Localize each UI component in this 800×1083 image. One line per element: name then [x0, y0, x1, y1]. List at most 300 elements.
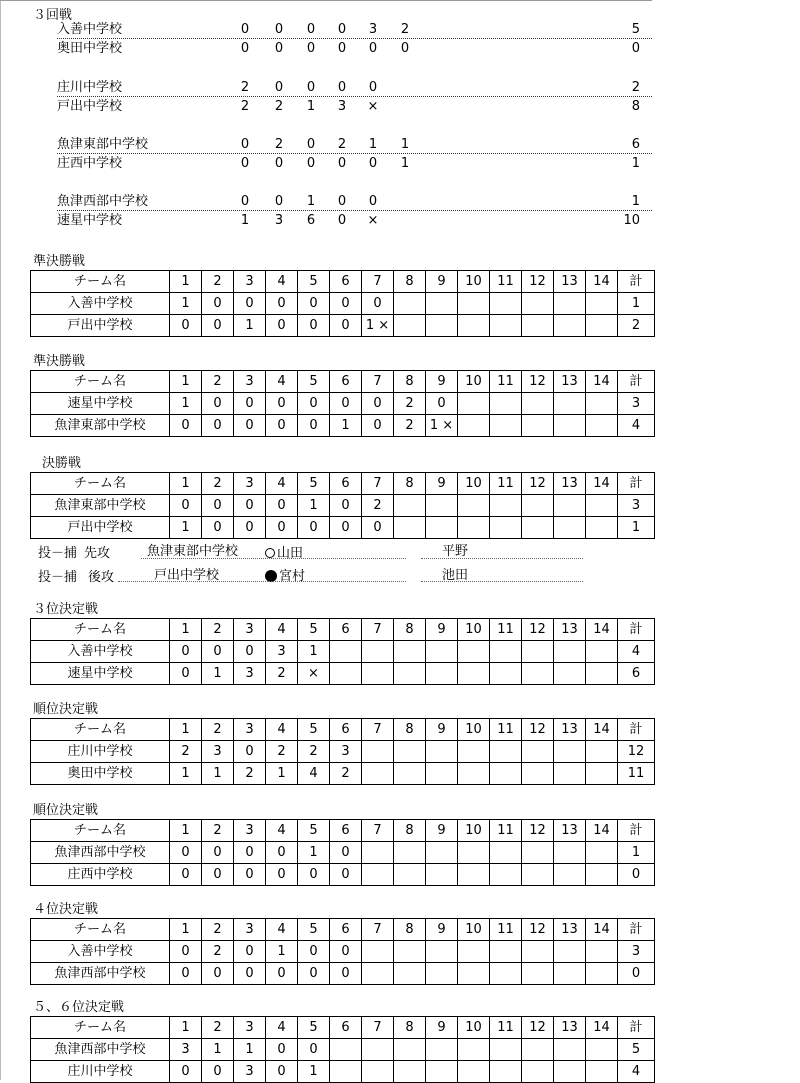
team-name: 庄西中学校 — [31, 864, 170, 886]
header-inning: 1 — [170, 473, 202, 495]
inning-score: 0 — [306, 156, 316, 171]
inning-score: 0 — [240, 22, 250, 37]
inning-score — [490, 864, 522, 886]
inning-score — [586, 495, 618, 517]
header-inning: 3 — [234, 271, 266, 293]
inning-score — [522, 1039, 554, 1061]
total-score: 1 — [631, 194, 640, 209]
header-inning: 12 — [522, 919, 554, 941]
inning-score: 0 — [306, 80, 316, 95]
header-inning: 12 — [522, 719, 554, 741]
score-table — [30, 918, 655, 985]
header-inning: 10 — [458, 271, 490, 293]
inning-score — [362, 842, 394, 864]
header-inning: 3 — [234, 619, 266, 641]
inning-score: 0 — [170, 1061, 202, 1083]
inning-score: × — [367, 213, 379, 228]
inning-score: 0 — [202, 641, 234, 663]
inning-score — [522, 393, 554, 415]
round3-row — [57, 136, 652, 154]
header-inning: 1 — [170, 619, 202, 641]
header-inning: 13 — [554, 473, 586, 495]
inning-score: 0 — [170, 415, 202, 437]
inning-score: 0 — [330, 941, 362, 963]
inning-score: 0 — [368, 41, 378, 56]
inning-score: 0 — [362, 415, 394, 437]
score-table — [30, 718, 655, 785]
table-header-row — [31, 919, 655, 941]
header-team-label: チーム名 — [31, 1017, 170, 1039]
table-row — [31, 517, 655, 539]
header-inning: 5 — [298, 371, 330, 393]
inning-score: 0 — [298, 393, 330, 415]
header-inning: 2 — [202, 619, 234, 641]
inning-score: 2 — [170, 741, 202, 763]
inning-score — [362, 941, 394, 963]
team-name: 魚津西部中学校 — [31, 1039, 170, 1061]
battery-first-team: 魚津東部中学校 — [147, 544, 239, 559]
round3-row — [57, 40, 652, 58]
score-table — [30, 270, 655, 337]
header-inning: 14 — [586, 820, 618, 842]
header-inning: 6 — [330, 371, 362, 393]
header-inning: 6 — [330, 271, 362, 293]
inning-score — [554, 963, 586, 985]
inning-score: 0 — [234, 415, 266, 437]
header-inning: 4 — [266, 271, 298, 293]
inning-score: 0 — [274, 41, 284, 56]
header-total-label: 計 — [618, 719, 655, 741]
inning-score: 0 — [330, 842, 362, 864]
header-inning: 5 — [298, 719, 330, 741]
table-header-row — [31, 719, 655, 741]
header-inning: 2 — [202, 271, 234, 293]
inning-score — [522, 842, 554, 864]
header-inning: 11 — [490, 820, 522, 842]
inning-score — [554, 663, 586, 685]
inning-score: 0 — [266, 842, 298, 864]
battery-second-team: 戸出中学校 — [154, 568, 220, 583]
inning-score: 1 — [202, 663, 234, 685]
inning-score: 0 — [337, 156, 347, 171]
inning-score — [490, 941, 522, 963]
inning-score: 0 — [202, 963, 234, 985]
total-score: 2 — [631, 80, 640, 95]
header-inning: 3 — [234, 473, 266, 495]
inning-score: 1 — [234, 1039, 266, 1061]
total-score: 1 — [631, 156, 640, 171]
section-title: ５、６位決定戦 — [33, 1000, 125, 1015]
inning-score — [554, 1061, 586, 1083]
inning-score: 0 — [266, 963, 298, 985]
header-inning: 14 — [586, 371, 618, 393]
header-inning: 4 — [266, 619, 298, 641]
header-inning: 4 — [266, 919, 298, 941]
inning-score: 0 — [240, 137, 250, 152]
inning-score: 0 — [170, 941, 202, 963]
total-score: 4 — [618, 415, 655, 437]
inning-score — [586, 663, 618, 685]
inning-score: 6 — [306, 213, 316, 228]
inning-score: 2 — [298, 741, 330, 763]
inning-score: 0 — [306, 22, 316, 37]
inning-score — [426, 864, 458, 886]
inning-score — [394, 963, 426, 985]
total-score: 11 — [618, 763, 655, 785]
inning-score: 0 — [234, 517, 266, 539]
inning-score — [458, 393, 490, 415]
header-inning: 5 — [298, 473, 330, 495]
header-inning: 5 — [298, 1017, 330, 1039]
header-inning: 11 — [490, 371, 522, 393]
header-inning: 5 — [298, 271, 330, 293]
inning-score: 0 — [298, 415, 330, 437]
header-inning: 14 — [586, 271, 618, 293]
inning-score: 1 — [170, 517, 202, 539]
inning-score — [458, 963, 490, 985]
header-team-label: チーム名 — [31, 473, 170, 495]
inning-score: 1 — [202, 763, 234, 785]
inning-score: 0 — [266, 495, 298, 517]
inning-score: 3 — [274, 213, 284, 228]
inning-score: 1 — [298, 842, 330, 864]
inning-score — [426, 1061, 458, 1083]
inning-score — [458, 763, 490, 785]
team-name: 入善中学校 — [31, 641, 170, 663]
section-title: 準決勝戦 — [33, 354, 86, 369]
inning-score — [554, 641, 586, 663]
inning-score — [330, 663, 362, 685]
inning-score — [554, 293, 586, 315]
header-inning: 7 — [362, 820, 394, 842]
inning-score — [426, 941, 458, 963]
inning-score — [522, 963, 554, 985]
page-top-border — [0, 0, 652, 1]
inning-score — [394, 941, 426, 963]
total-score: 3 — [618, 495, 655, 517]
header-inning: 6 — [330, 619, 362, 641]
total-score: 5 — [618, 1039, 655, 1061]
inning-score: 0 — [234, 741, 266, 763]
header-inning: 11 — [490, 919, 522, 941]
header-inning: 2 — [202, 473, 234, 495]
inning-score: 0 — [337, 194, 347, 209]
table-header-row — [31, 619, 655, 641]
total-score: 6 — [618, 663, 655, 685]
header-total-label: 計 — [618, 473, 655, 495]
inning-score: 1 — [170, 393, 202, 415]
header-inning: 12 — [522, 473, 554, 495]
total-score: 8 — [631, 99, 640, 114]
table-row — [31, 1039, 655, 1061]
inning-score — [586, 763, 618, 785]
inning-score: 0 — [330, 315, 362, 337]
inning-score: 0 — [202, 315, 234, 337]
battery-first-side: 先攻 — [84, 546, 111, 561]
inning-score: 2 — [202, 941, 234, 963]
inning-score: 3 — [202, 741, 234, 763]
inning-score — [586, 864, 618, 886]
inning-score — [522, 763, 554, 785]
header-inning: 8 — [394, 820, 426, 842]
inning-score: 3 — [234, 663, 266, 685]
inning-score: 1 — [266, 763, 298, 785]
round3-row — [57, 193, 652, 211]
header-inning: 9 — [426, 271, 458, 293]
inning-score — [426, 842, 458, 864]
header-inning: 13 — [554, 1017, 586, 1039]
inning-score — [554, 393, 586, 415]
table-row — [31, 763, 655, 785]
total-score: 5 — [631, 22, 640, 37]
inning-score — [362, 1039, 394, 1061]
header-inning: 1 — [170, 820, 202, 842]
section-title: 順位決定戦 — [33, 702, 99, 717]
inning-score: 0 — [234, 941, 266, 963]
inning-score — [362, 741, 394, 763]
inning-score — [586, 393, 618, 415]
total-score: 3 — [618, 393, 655, 415]
header-inning: 10 — [458, 1017, 490, 1039]
inning-score: 0 — [337, 80, 347, 95]
inning-score — [394, 293, 426, 315]
header-inning: 14 — [586, 1017, 618, 1039]
header-inning: 11 — [490, 619, 522, 641]
inning-score: × — [298, 663, 330, 685]
header-inning: 5 — [298, 619, 330, 641]
header-inning: 14 — [586, 719, 618, 741]
inning-score: 1 — [170, 293, 202, 315]
total-score: 12 — [618, 741, 655, 763]
inning-score: 0 — [170, 864, 202, 886]
battery-second-underline — [118, 581, 406, 582]
inning-score — [490, 663, 522, 685]
header-inning: 2 — [202, 1017, 234, 1039]
table-row — [31, 293, 655, 315]
inning-score: 0 — [362, 393, 394, 415]
header-inning: 13 — [554, 271, 586, 293]
inning-score: 0 — [306, 41, 316, 56]
table-row — [31, 393, 655, 415]
inning-score — [522, 641, 554, 663]
total-score: 2 — [618, 315, 655, 337]
table-row — [31, 941, 655, 963]
header-inning: 13 — [554, 719, 586, 741]
header-total-label: 計 — [618, 371, 655, 393]
inning-score: 0 — [330, 393, 362, 415]
inning-score: 1 — [330, 415, 362, 437]
inning-score: 0 — [266, 1039, 298, 1061]
inning-score: 0 — [274, 194, 284, 209]
inning-score — [554, 741, 586, 763]
header-inning: 10 — [458, 473, 490, 495]
inning-score — [362, 641, 394, 663]
inning-score: 0 — [240, 41, 250, 56]
inning-score: 2 — [266, 663, 298, 685]
inning-score — [394, 517, 426, 539]
header-inning: 6 — [330, 1017, 362, 1039]
inning-score — [394, 495, 426, 517]
score-table — [30, 1016, 655, 1083]
inning-score: 0 — [362, 293, 394, 315]
inning-score — [522, 741, 554, 763]
header-inning: 6 — [330, 919, 362, 941]
header-inning: 8 — [394, 1017, 426, 1039]
inning-score: 0 — [400, 41, 410, 56]
inning-score — [330, 641, 362, 663]
round3-row — [57, 155, 652, 173]
inning-score: 1 × — [426, 415, 458, 437]
inning-score: 3 — [234, 1061, 266, 1083]
table-row — [31, 741, 655, 763]
inning-score: 2 — [362, 495, 394, 517]
inning-score — [394, 763, 426, 785]
header-inning: 4 — [266, 371, 298, 393]
table-row — [31, 842, 655, 864]
header-inning: 4 — [266, 473, 298, 495]
header-inning: 9 — [426, 619, 458, 641]
inning-score: 0 — [202, 393, 234, 415]
inning-score — [554, 763, 586, 785]
inning-score — [554, 842, 586, 864]
inning-score: 3 — [337, 99, 347, 114]
inning-score — [490, 315, 522, 337]
battery-first-pitcher-name: 山田 — [277, 546, 304, 561]
inning-score: 2 — [337, 137, 347, 152]
inning-score: 0 — [202, 415, 234, 437]
battery-first-catcher: 平野 — [442, 544, 469, 559]
inning-score — [554, 415, 586, 437]
inning-score: 0 — [306, 137, 316, 152]
inning-score: 1 — [400, 137, 410, 152]
total-score: 10 — [623, 213, 640, 228]
section-title: 決勝戦 — [42, 456, 82, 471]
inning-score: 0 — [266, 315, 298, 337]
inning-score — [458, 641, 490, 663]
team-name: 庄西中学校 — [57, 156, 123, 171]
inning-score — [426, 741, 458, 763]
table-row — [31, 415, 655, 437]
total-score: 1 — [618, 842, 655, 864]
section-title: 順位決定戦 — [33, 803, 99, 818]
inning-score — [458, 1039, 490, 1061]
header-inning: 7 — [362, 271, 394, 293]
header-inning: 3 — [234, 919, 266, 941]
inning-score — [554, 1039, 586, 1061]
inning-score: 2 — [394, 393, 426, 415]
header-total-label: 計 — [618, 271, 655, 293]
inning-score — [458, 495, 490, 517]
inning-score — [458, 315, 490, 337]
section-title: ４位決定戦 — [33, 902, 99, 917]
table-row — [31, 663, 655, 685]
team-name: 庄川中学校 — [31, 1061, 170, 1083]
inning-score — [522, 1061, 554, 1083]
inning-score: 1 — [306, 99, 316, 114]
header-inning: 12 — [522, 619, 554, 641]
inning-score: 0 — [426, 393, 458, 415]
team-name: 魚津東部中学校 — [57, 137, 149, 152]
header-inning: 13 — [554, 820, 586, 842]
header-inning: 8 — [394, 619, 426, 641]
inning-score: 1 — [170, 763, 202, 785]
header-inning: 8 — [394, 271, 426, 293]
inning-score: 0 — [298, 963, 330, 985]
inning-score — [522, 517, 554, 539]
inning-score — [586, 293, 618, 315]
battery-second-label: 投－捕 — [38, 570, 78, 585]
inning-score: 0 — [330, 293, 362, 315]
inning-score: 0 — [170, 641, 202, 663]
inning-score: 0 — [330, 517, 362, 539]
header-inning: 11 — [490, 1017, 522, 1039]
total-score: 1 — [618, 293, 655, 315]
inning-score — [586, 415, 618, 437]
inning-score — [458, 517, 490, 539]
inning-score: 2 — [240, 99, 250, 114]
battery-second-catcher: 池田 — [442, 568, 469, 583]
inning-score — [586, 1039, 618, 1061]
page-left-border — [0, 0, 1, 1080]
inning-score — [458, 663, 490, 685]
inning-score: 0 — [298, 864, 330, 886]
section-title: ３位決定戦 — [33, 602, 99, 617]
inning-score: 1 × — [362, 315, 394, 337]
inning-score: 1 — [298, 1061, 330, 1083]
header-inning: 7 — [362, 371, 394, 393]
inning-score — [394, 641, 426, 663]
header-inning: 7 — [362, 919, 394, 941]
inning-score — [490, 641, 522, 663]
inning-score: 2 — [330, 763, 362, 785]
inning-score — [426, 963, 458, 985]
inning-score — [522, 315, 554, 337]
inning-score: 0 — [202, 517, 234, 539]
team-name: 魚津西部中学校 — [31, 842, 170, 864]
table-row — [31, 864, 655, 886]
inning-score: 2 — [274, 137, 284, 152]
header-inning: 4 — [266, 1017, 298, 1039]
header-total-label: 計 — [618, 820, 655, 842]
header-inning: 13 — [554, 619, 586, 641]
inning-score — [362, 864, 394, 886]
header-inning: 8 — [394, 919, 426, 941]
total-score: 0 — [631, 41, 640, 56]
team-name: 庄川中学校 — [31, 741, 170, 763]
table-row — [31, 963, 655, 985]
inning-score — [458, 415, 490, 437]
inning-score — [394, 842, 426, 864]
inning-score: 2 — [400, 22, 410, 37]
header-inning: 3 — [234, 371, 266, 393]
total-score: 0 — [618, 963, 655, 985]
table-header-row — [31, 1017, 655, 1039]
total-score: 3 — [618, 941, 655, 963]
inning-score — [490, 963, 522, 985]
inning-score — [490, 741, 522, 763]
inning-score: 0 — [337, 213, 347, 228]
inning-score: 1 — [368, 137, 378, 152]
inning-score: 0 — [298, 293, 330, 315]
inning-score — [394, 1039, 426, 1061]
inning-score: 0 — [298, 941, 330, 963]
header-inning: 7 — [362, 719, 394, 741]
inning-score: 0 — [202, 293, 234, 315]
total-score: 4 — [618, 1061, 655, 1083]
header-inning: 12 — [522, 1017, 554, 1039]
inning-score: 0 — [266, 517, 298, 539]
header-inning: 1 — [170, 271, 202, 293]
